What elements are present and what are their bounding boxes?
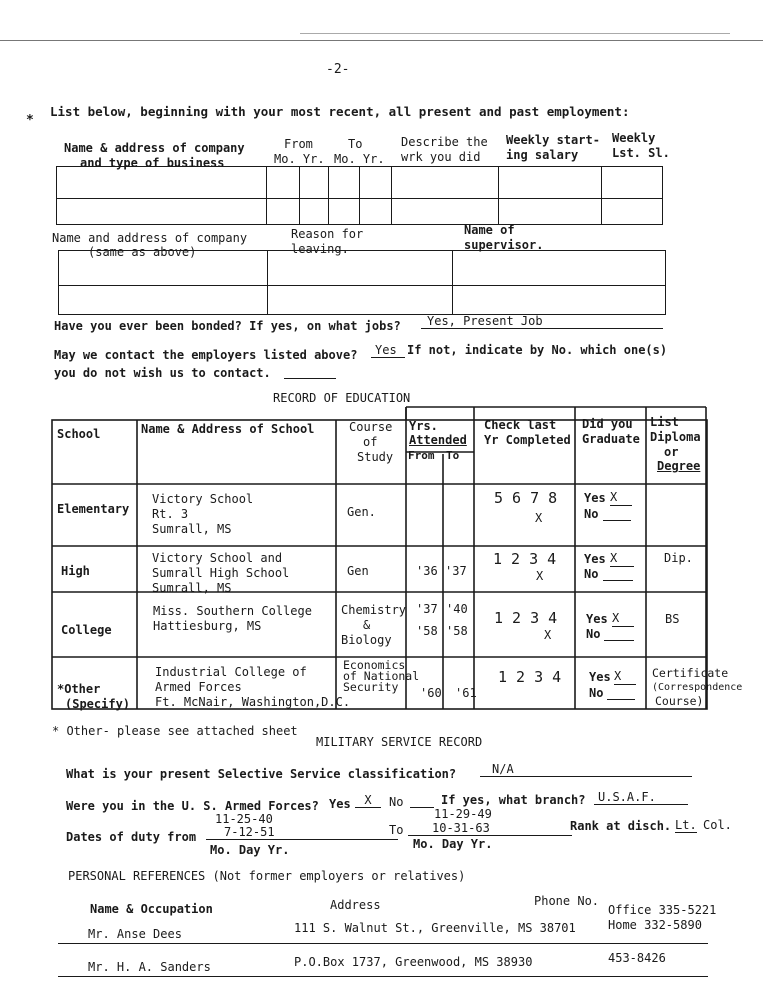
edu-row-yes-mark: X [612,611,634,627]
emp-col-weekly-last-1: Weekly [612,131,656,145]
employment-table-2 [58,250,666,315]
edu-row-no-label: No [584,567,599,581]
emp2-cell[interactable] [268,251,453,286]
emp-col-weekly-last-2: Lst. Sl. [612,146,670,160]
edu-row-address-line: Sumrall, MS [152,522,232,536]
dates-label: Dates of duty from [66,830,197,844]
top-scan-rule [0,40,763,41]
bonded-answer[interactable] [421,314,663,329]
from-alt-date: 11-25-40 [215,812,273,826]
emp-col-weekly-start-1: Weekly start- [506,133,600,147]
emp-cell[interactable] [300,167,329,199]
emp-col-describe-1: Describe the [401,135,488,149]
edu-row-course: Chemistry [341,603,407,617]
contact-exclusions-field[interactable] [284,364,336,382]
edu-row-address-line: Ft. McNair, Washington,D.C. [155,695,351,709]
edu-row-to: '61 [455,686,477,700]
emp2-cell[interactable] [59,286,268,315]
ref-col-name: Name & Occupation [90,902,213,916]
ref-name: Mr. H. A. Sanders [88,960,211,974]
edu-header-check-1: Check last [484,418,557,432]
emp2-col-name-1: Name and address of company [52,231,248,245]
ref-col-address: Address [330,898,381,912]
emp-col-to-sub: Mo. Yr. [334,152,385,166]
rank-label: Rank at disch. [570,819,672,833]
from-date-field[interactable] [206,825,398,840]
edu-row-yes-field[interactable] [614,669,636,685]
top-scan-rule-2 [300,33,730,34]
emp-cell[interactable] [498,167,601,199]
edu-header-yrs-2: Attended [409,433,467,447]
contact-answer[interactable] [371,343,405,358]
emp-cell[interactable] [391,199,498,225]
edu-header-school: School [57,427,101,441]
edu-row-school: Elementary [57,502,130,516]
edu-header-diploma-1: List [650,415,679,429]
emp-col-to: To [348,137,363,151]
edu-row-yes-label: Yes [584,552,606,566]
edu-row-address-line: Sumrall, MS [152,581,232,595]
edu-row-diploma: Course) [655,694,704,708]
education-title: RECORD OF EDUCATION [273,391,411,405]
armed-yes-mark: X [355,793,381,808]
ref-address: 111 S. Walnut St., Greenville, MS 38701 [294,921,576,935]
emp2-cell[interactable] [453,286,666,315]
edu-row-address-line: Industrial College of [155,665,307,679]
employment-table [56,166,663,225]
armed-question: Were you in the U. S. Armed Forces? [66,799,319,813]
emp2-cell[interactable] [453,251,666,286]
emp-cell[interactable] [498,199,601,225]
edu-row-years: 1 2 3 4 [493,550,557,568]
edu-row-course: & [363,618,371,632]
emp-col-describe-2: wrk you did [401,150,481,164]
emp-col-weekly-start-2: ing salary [506,148,579,162]
edu-header-to: To [446,449,460,462]
emp-cell[interactable] [391,167,498,199]
edu-header-check-2: Yr Completed [484,433,571,447]
branch-answer-value: U.S.A.F. [594,790,688,805]
contact-question: May we contact the employers listed above? [54,348,358,362]
emp2-cell[interactable] [59,251,268,286]
edu-row-course: Gen. [347,505,376,519]
emp-col-name-2: and type of business [80,156,225,170]
edu-row-from: '37 [416,602,438,616]
edu-row-school-sub: (Specify) [65,697,131,711]
edu-row-address-line: Rt. 3 [152,507,189,521]
emp2-col-reason-1: Reason for [291,227,364,241]
edu-row-check-mark: X [544,628,552,642]
bonded-answer-value: Yes, Present Job [421,314,663,329]
emp-col-from: From [284,137,313,151]
ref-phone-line2: Home 332-5890 [608,918,702,932]
bonded-question: Have you ever been bonded? If yes, on what jobs? [54,319,401,333]
selective-question: What is your present Selective Service classification? [66,767,457,781]
ref-address: P.O.Box 1737, Greenwood, MS 38930 [294,955,533,969]
edu-header-graduate-2: Graduate [582,432,640,446]
military-title: MILITARY SERVICE RECORD [316,735,483,749]
to-label: To [389,823,404,837]
from-date-value: 7-12-51 [206,825,398,840]
rank-answer: Lt. [675,818,697,832]
emp-cell[interactable] [360,167,391,199]
edu-header-name-address: Name & Address of School [141,422,315,436]
edu-row-school: High [61,564,90,578]
to-date-field[interactable] [408,821,572,836]
contact-question-line2: you do not wish us to contact. [54,366,271,380]
edu-row-from: '58 [416,624,438,638]
ref-phone-line1: Office 335-5221 [608,903,717,917]
armed-no-field[interactable] [410,793,434,811]
emp-cell[interactable] [57,199,267,225]
edu-row-address-line: Armed Forces [155,680,242,694]
edu-row-yes-label: Yes [586,612,608,626]
edu-header-yrs-1: Yrs. [409,419,438,433]
ref-rule [58,943,708,944]
emp-cell[interactable] [601,199,662,225]
edu-row-course: Biology [341,633,392,647]
contact-answer-value: Yes [371,343,405,358]
edu-row-diploma: Dip. [664,551,693,565]
edu-row-diploma: (Correspondence [652,682,743,693]
edu-row-address-line: Victory School [152,492,254,506]
edu-row-yes-field[interactable] [610,490,632,506]
emp-cell[interactable] [360,199,391,225]
edu-row-course: Security [343,680,399,694]
edu-row-course: Gen [347,564,369,578]
emp-cell[interactable] [329,199,360,225]
edu-row-address-line: Miss. Southern College [153,604,312,618]
emp2-cell[interactable] [268,286,453,315]
to-date-value: 10-31-63 [408,821,572,836]
rank-field[interactable] [675,818,697,833]
edu-row-check-mark: X [536,569,544,583]
branch-answer[interactable] [594,790,688,805]
ref-col-phone: Phone No. [534,894,600,908]
edu-row-school: *Other [57,682,101,696]
edu-row-yes-mark: X [610,490,632,506]
ref-phone-line1: 453-8426 [608,951,666,965]
edu-header-diploma-2: Diploma [650,430,701,444]
edu-row-address-line: Hattiesburg, MS [153,619,262,633]
edu-row-address-line: Sumrall High School [152,566,290,580]
edu-row-diploma: BS [665,612,680,626]
page-number: -2- [326,62,350,77]
edu-row-no-label: No [584,507,599,521]
edu-row-to: '37 [445,564,467,578]
from-mo-day-yr: Mo. Day Yr. [210,843,290,857]
edu-row-yes-mark: X [614,669,636,685]
edu-header-course-1: Course [349,420,393,434]
edu-row-course: Economics [343,658,406,672]
edu-row-to: '40 [446,602,468,616]
edu-header-diploma-4: Degree [657,459,701,473]
edu-row-yes-label: Yes [584,491,606,505]
emp2-col-supervisor-2: supervisor. [464,238,544,252]
edu-row-no-field[interactable] [604,626,634,645]
education-table [51,406,743,711]
edu-row-diploma: Certificate [652,666,729,680]
edu-row-yes-field[interactable] [612,611,634,627]
edu-row-address-line: Victory School and [152,551,283,565]
employment-instruction: List below, beginning with your most recent, all present and past employment: [50,104,630,119]
emp2-col-name-2: (same as above) [88,245,197,259]
ref-rule [58,976,708,977]
edu-header-course-3: Study [357,450,394,464]
edu-row-school: College [61,623,112,637]
edu-row-no-field[interactable] [603,566,633,585]
edu-row-to: '58 [446,624,468,638]
edu-row-years: 1 2 3 4 [494,609,558,627]
selective-answer[interactable] [480,762,692,777]
edu-row-no-field[interactable] [603,506,631,525]
contact-question-rest: If not, indicate by No. which one(s) [407,343,668,357]
emp-col-name-1: Name & address of company [64,141,245,155]
edu-header-from: From [408,449,435,462]
emp-cell[interactable] [57,167,267,199]
edu-header-graduate-1: Did you [582,417,633,431]
edu-row-from: '60 [420,686,442,700]
emp-cell[interactable] [267,199,300,225]
emp-cell[interactable] [601,167,662,199]
to-mo-day-yr: Mo. Day Yr. [413,837,493,851]
references-title: PERSONAL REFERENCES (Not former employers or relatives) [68,869,466,883]
ref-name: Mr. Anse Dees [88,927,182,941]
edu-header-course-2: of [363,435,378,449]
to-alt-date: 11-29-49 [434,807,492,821]
edu-row-yes-mark: X [610,551,634,567]
edu-row-no-label: No [586,627,601,641]
edu-row-course: of National [343,669,420,683]
edu-row-yes-label: Yes [589,670,611,684]
emp-cell[interactable] [267,167,300,199]
selective-answer-value: N/A [480,762,692,777]
edu-row-no-label: No [589,686,604,700]
education-footnote: * Other- please see attached sheet [52,724,298,738]
emp2-col-supervisor-1: Name of [464,223,515,237]
rank-suffix: Col. [703,818,732,832]
edu-row-from: '36 [416,564,438,578]
edu-header-diploma-3: or [664,445,679,459]
edu-row-check-mark: X [535,511,543,525]
armed-yes-field[interactable] [355,793,381,808]
instruction-marker: * [26,113,34,128]
armed-yes-label: Yes [329,797,351,811]
edu-row-years: 5 6 7 8 [494,489,558,507]
edu-row-no-field[interactable] [607,685,635,704]
emp-cell[interactable] [300,199,329,225]
edu-row-yes-field[interactable] [610,551,634,567]
edu-row-years: 1 2 3 4 [498,668,562,686]
emp-col-from-sub: Mo. Yr. [274,152,325,166]
branch-question: If yes, what branch? [441,793,586,807]
emp-cell[interactable] [329,167,360,199]
emp2-col-reason-2: leaving. [291,242,349,256]
armed-no-label: No [389,795,404,809]
